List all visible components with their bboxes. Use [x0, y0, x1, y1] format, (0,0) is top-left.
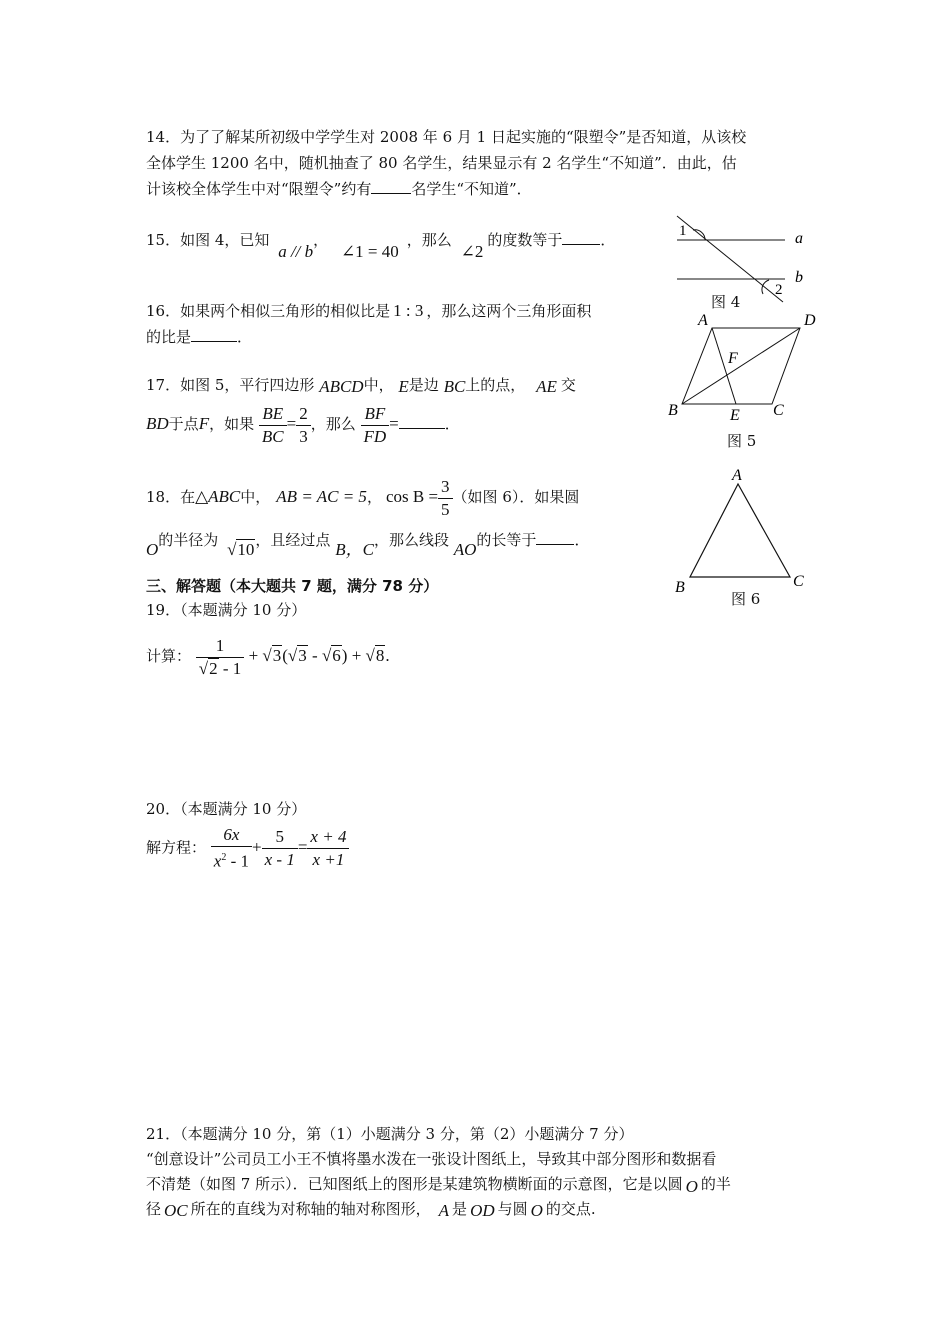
- q20-fraction2: [262, 826, 298, 871]
- q17-frac1-den: BC: [259, 425, 287, 448]
- q17-line1: [146, 375, 576, 395]
- q17-line2: [146, 402, 460, 448]
- q17-frac3-num: BF: [364, 403, 386, 423]
- q19-sqrt8-value: 8: [375, 646, 385, 665]
- fig4-transversal: [677, 216, 783, 302]
- q20-equation: [146, 824, 349, 873]
- q21-line1: “创意设计”公司员工小王不慎将墨水泼在一张设计图纸上，导致其中部分图形和数据看: [146, 1150, 717, 1168]
- fig5-label-b: B: [668, 402, 678, 419]
- q17-point-f: F: [198, 414, 210, 433]
- fig5-label-d: D: [804, 312, 816, 329]
- q16-answer-blank[interactable]: [191, 327, 237, 342]
- q14-answer-blank[interactable]: [371, 179, 411, 194]
- q21-oc: OC: [164, 1201, 188, 1220]
- q20-f2-den: x - 1: [262, 848, 298, 871]
- q17-mid5: 于点: [168, 415, 199, 433]
- q19-minus: -: [307, 646, 322, 665]
- q19-frac-den-sqrt: 2: [209, 658, 218, 678]
- q21-line2-text: 不清楚（如图 7 所示）．已知图纸上的图形是某建筑物横断面的示意图，它是以圆: [146, 1175, 683, 1193]
- q15-answer-blank[interactable]: [562, 230, 600, 245]
- fig6-triangle: [690, 484, 790, 577]
- section3-title: 三、解答题（本大题共 7 题，满分 78 分）: [146, 577, 439, 595]
- q15-sep2: ，那么: [406, 231, 452, 249]
- q18-mid6: 的长等于: [476, 531, 537, 549]
- q20-f1-den-sup: 2: [221, 852, 227, 863]
- fig4-angle1-arc: [693, 230, 705, 240]
- q19-expression: [146, 634, 390, 680]
- q15-end: ．: [600, 231, 616, 249]
- q21-line3-a: 径: [146, 1200, 162, 1218]
- q19-frac-den: √2 - 1: [196, 657, 245, 680]
- q16-line1: [146, 301, 591, 321]
- q17-mid2: 是边: [408, 376, 439, 394]
- q18-line1: [146, 475, 579, 521]
- q21-line3-g: 与圆: [497, 1200, 528, 1218]
- q17-eq2: =: [389, 414, 399, 433]
- q18-o: O: [146, 540, 159, 559]
- q18-sqrt10: √10: [227, 540, 255, 559]
- q18-sep: ，: [366, 488, 382, 506]
- q19-open: (: [282, 646, 288, 665]
- fig6-label-a: A: [732, 467, 742, 484]
- fig4-caption: 图 4: [711, 293, 741, 311]
- q17-mid4: 交: [560, 376, 576, 394]
- q18-frac-num: 3: [441, 476, 450, 496]
- q19-sqrt6: √6: [321, 646, 341, 665]
- q17-mid6: ，如果: [209, 415, 255, 433]
- q16-prefix: 16．如果两个相似三角形的相似比是: [146, 302, 391, 320]
- q19-end: .: [385, 646, 390, 665]
- q19-sqrt3b-value: 3: [298, 646, 307, 665]
- fig5-label-f: F: [728, 350, 738, 367]
- q17-mid7: ，那么: [310, 415, 356, 433]
- q20-f1-den-b: - 1: [226, 851, 250, 871]
- q19-plus2: +: [347, 646, 366, 665]
- q18-frac-den: 5: [438, 498, 453, 521]
- q19-label: 计算：: [146, 647, 192, 665]
- q18-ab-ac: AB = AC = 5: [276, 487, 367, 506]
- q17-frac2-num: 2: [299, 403, 308, 423]
- fig5-label-c: C: [773, 402, 784, 419]
- q20-f1-den: [211, 846, 252, 873]
- q18-fraction-3-5: [438, 476, 453, 521]
- q17-frac1-num: BE: [262, 403, 284, 423]
- q15-parallel: a // b: [278, 242, 314, 261]
- q20-fraction3: [307, 826, 349, 871]
- q20-title: 20．（本题满分 10 分）: [146, 800, 307, 818]
- q18-mid2: （如图 6）．如果圆: [452, 488, 580, 506]
- q20-plus: +: [252, 837, 262, 857]
- fig6-caption: 图 6: [731, 590, 761, 608]
- q18-mid1: 中，: [240, 488, 271, 506]
- fig4-label-a: a: [795, 230, 803, 247]
- q17-point-e: E: [398, 377, 409, 396]
- q21-o1: O: [685, 1177, 698, 1196]
- q16-line2-text: 的比是: [146, 328, 192, 346]
- q19-sqrt6-value: 6: [332, 646, 341, 665]
- q14-line2: 全体学生 1200 名中，随机抽查了 80 名学生，结果显示有 2 名学生“不知道”．由此，估: [146, 154, 737, 172]
- fig5-label-e: E: [730, 407, 740, 424]
- fig4-angle2-arc: [762, 280, 769, 294]
- q16-suffix: ，那么这两个三角形面积: [426, 302, 592, 320]
- q21-line3-e: 是: [452, 1200, 468, 1218]
- q19-plus1: +: [244, 646, 263, 665]
- fig6-label-b: B: [675, 579, 685, 596]
- q21-line3-i: 的交点.: [545, 1200, 596, 1218]
- q17-frac3-den: FD: [361, 425, 390, 448]
- q17-fraction-be-bc: [259, 403, 287, 448]
- q21-line3-c: 所在的直线为对称轴的轴对称图形，: [190, 1200, 431, 1218]
- q17-fraction-bf-fd: [361, 403, 390, 448]
- q15-line: [146, 230, 616, 261]
- q15-suffix: 的度数等于: [487, 231, 563, 249]
- fig5-caption: 图 5: [727, 432, 757, 450]
- q19-sqrt3: √3: [262, 646, 282, 665]
- fig5-label-a: A: [698, 312, 708, 329]
- q15-angle2: ∠2: [460, 242, 484, 261]
- q19-title: 19．（本题满分 10 分）: [146, 601, 307, 619]
- q18-cos: cos B =: [385, 487, 439, 506]
- q14-line3-text: 计该校全体学生中对“限塑令”约有: [146, 180, 372, 198]
- q18-triangle: △ABC: [195, 487, 241, 506]
- figure-6: [665, 462, 815, 597]
- q16-ratio: 1 : 3: [393, 301, 424, 320]
- q14-line3-end: 名学生“不知道”．: [411, 180, 532, 198]
- q15-sep1: ，: [313, 231, 329, 249]
- q21-line2: [146, 1174, 731, 1194]
- q18-ao: AO: [453, 540, 477, 559]
- q20-f3-den: x +1: [307, 848, 349, 871]
- q17-answer-blank[interactable]: [399, 414, 445, 429]
- q21-o2: O: [530, 1201, 543, 1220]
- q20-fraction1: [211, 824, 252, 873]
- q18-mid5: ，那么线段: [373, 531, 449, 549]
- q17-bd: BD: [146, 414, 169, 433]
- q17-bc: BC: [443, 377, 466, 396]
- q18-line2: [146, 530, 590, 559]
- q17-mid1: 中，: [363, 376, 394, 394]
- q20-f3-num: x + 4: [310, 826, 347, 846]
- q19-close: ): [341, 646, 348, 665]
- q20-f1-den-x: x: [213, 851, 222, 871]
- q19-sqrt3b: √3: [287, 646, 307, 665]
- q21-title: 21．（本题满分 10 分，第（1）小题满分 3 分，第（2）小题满分 7 分）: [146, 1125, 634, 1143]
- q15-prefix: 15．如图 4，已知: [146, 231, 270, 249]
- fig4-label-1: 1: [679, 223, 687, 239]
- q17-mid3: 上的点，: [465, 376, 526, 394]
- q17-eq: =: [286, 414, 297, 433]
- q17-abcd: ABCD: [319, 377, 364, 396]
- q21-line2-end: 的半: [700, 1175, 731, 1193]
- q20-f2-num: 5: [275, 826, 284, 846]
- q16-line2: [146, 327, 252, 347]
- q20-f1-num: 6x: [223, 825, 240, 844]
- q15-angle1: ∠1 = 40: [340, 242, 399, 261]
- q21-od: OD: [470, 1201, 495, 1220]
- q17-fraction-2-3: [296, 403, 311, 448]
- q18-points: B，C: [335, 540, 374, 559]
- q16-end: ．: [237, 328, 253, 346]
- q18-mid3: 的半径为: [158, 531, 219, 549]
- q14-line1: 14．为了了解某所初级中学学生对 2008 年 6 月 1 日起实施的“限塑令”是否知道，从该校: [146, 128, 747, 146]
- q19-frac-den-rest: - 1: [218, 658, 242, 678]
- q19-sqrt8: √8: [365, 646, 385, 665]
- q17-ae: AE: [536, 377, 557, 396]
- q20-eq: =: [297, 837, 308, 857]
- q21-line3: [146, 1199, 596, 1219]
- figure-5: [660, 308, 830, 428]
- q21-a: A: [438, 1201, 450, 1220]
- q18-prefix: 18．在: [146, 488, 196, 506]
- fig6-label-c: C: [793, 573, 804, 590]
- q18-answer-blank[interactable]: [536, 530, 574, 545]
- fig5-diagonal-bd: [682, 328, 800, 404]
- q17-end: ．: [444, 415, 460, 433]
- q19-sqrt3-value: 3: [272, 646, 282, 665]
- q17-frac2-den: 3: [296, 425, 311, 448]
- q18-sqrt10-value: 10: [237, 540, 255, 559]
- q14-line3: [146, 179, 532, 199]
- q17-prefix: 17．如图 5，平行四边形: [146, 376, 315, 394]
- q19-frac-num: 1: [215, 635, 225, 655]
- fig4-label-2: 2: [775, 282, 783, 298]
- fig4-label-b: b: [795, 269, 803, 286]
- q18-mid4: ，且经过点: [255, 531, 331, 549]
- q19-fraction: [196, 635, 245, 680]
- q18-end: ．: [574, 531, 590, 549]
- q20-label: 解方程：: [146, 838, 207, 857]
